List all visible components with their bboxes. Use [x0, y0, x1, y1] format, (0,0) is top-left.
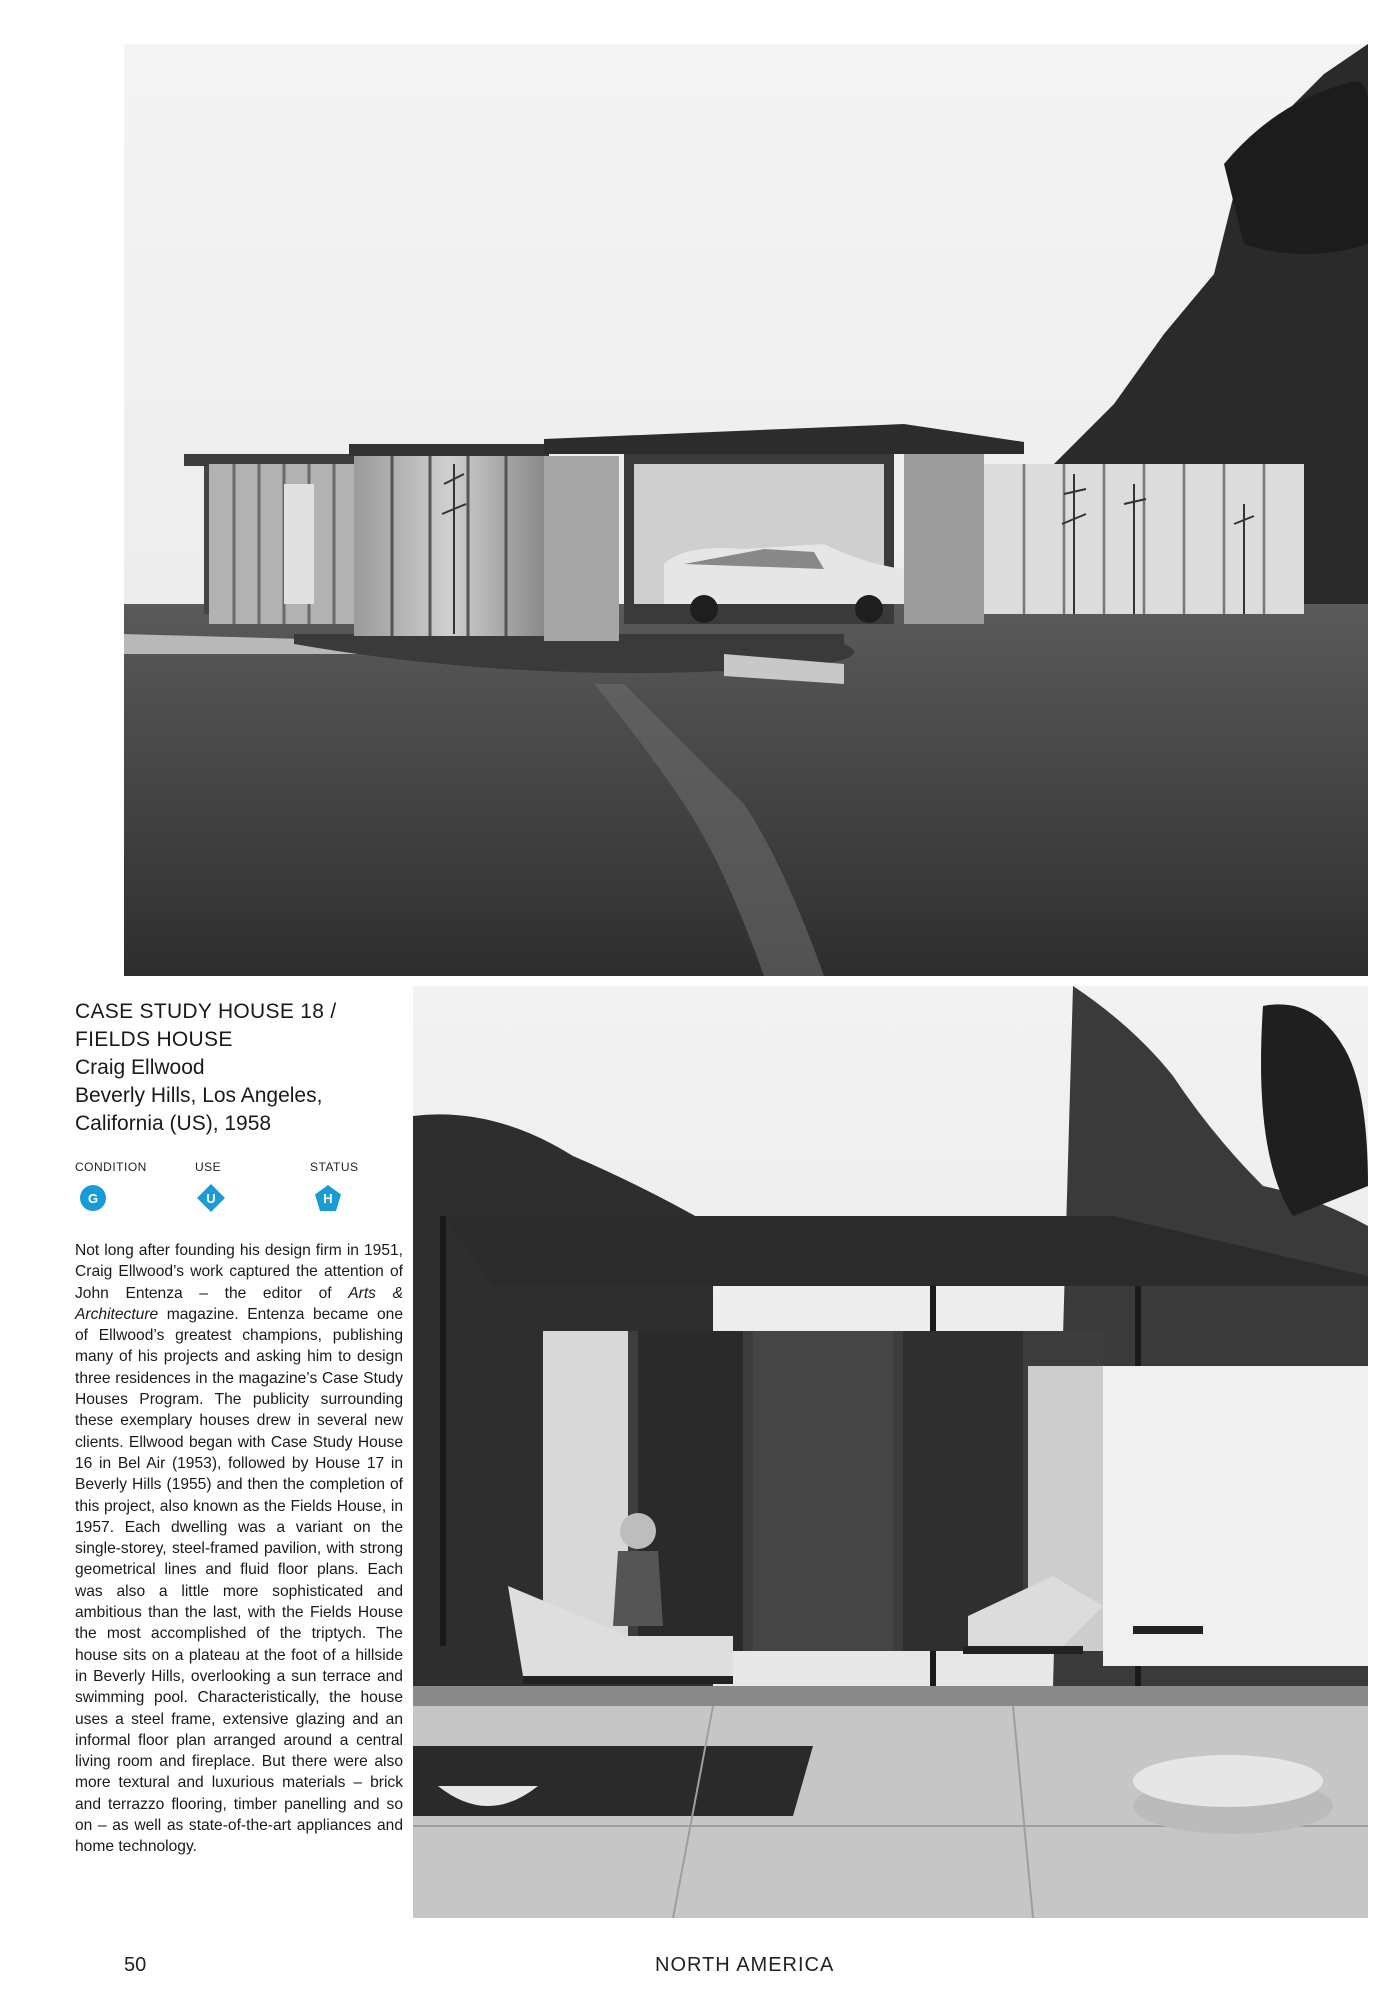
condition-badge	[75, 1160, 147, 1206]
status-label: STATUS	[310, 1160, 359, 1174]
diamond-icon	[197, 1184, 225, 1212]
rating-badges	[75, 1160, 375, 1220]
circle-icon	[79, 1184, 107, 1212]
project-title-line-1: CASE STUDY HOUSE 18 /	[75, 1000, 337, 1023]
house-exterior-photo	[124, 44, 1368, 976]
use-badge	[195, 1160, 222, 1206]
use-label: USE	[195, 1160, 222, 1174]
use-value: U	[206, 1190, 216, 1206]
section-name: NORTH AMERICA	[655, 1954, 835, 1976]
project-title-line-2: FIELDS HOUSE	[75, 1028, 233, 1051]
location-line-2: California (US), 1958	[75, 1112, 272, 1135]
body-text-part-1: Not long after founding his design firm in 1951, Craig Ellwood’s work captured the attention of John Entenza – the editor of	[75, 1242, 403, 1302]
pentagon-icon	[314, 1184, 342, 1212]
project-caption	[75, 998, 375, 1138]
location-line-1: Beverly Hills, Los Angeles,	[75, 1084, 323, 1107]
magazine-title: Arts & Architecture	[75, 1284, 403, 1323]
body-paragraph	[75, 1240, 403, 1858]
body-text-part-2: magazine. Entenza became one of Ellwood’s greatest champions, publishing many of his projects and asking him to design three residences in the magazine’s Case Study Houses Program. The publicity surrounding these exemplary houses drew in several new clients. Ellwood began with Case Study House 16 in Bel Air (1953), followed by House 17 in Beverly Hills (1955) and then the completion of this project, also known as the Fields House, in 1957. Each dwelling was a variant on the single-storey, steel-framed pavilion, with strong geometrical lines and fluid floor plans. Each was also a little more sophisticated and ambitious than the last, with the Fields House the most accomplished of the triptych. The house sits on a plateau at the foot of a hillside in Beverly Hills, overlooking a sun terrace and swimming pool. Characteristically, the house uses a steel frame, extensive glazing and an informal floor plan arranged around a central living room and fireplace. But there were also more textural and luxurious materials – brick and terrazzo flooring, timber panelling and so on – as well as state-of-the-art appliances and home technology.	[75, 1305, 403, 1856]
page-number: 50	[124, 1954, 147, 1976]
architect-name: Craig Ellwood	[75, 1056, 205, 1079]
terrace-photo	[413, 986, 1368, 1918]
condition-value: G	[87, 1190, 99, 1206]
condition-label: CONDITION	[75, 1160, 147, 1174]
status-value: H	[323, 1190, 333, 1206]
status-badge	[310, 1160, 359, 1206]
